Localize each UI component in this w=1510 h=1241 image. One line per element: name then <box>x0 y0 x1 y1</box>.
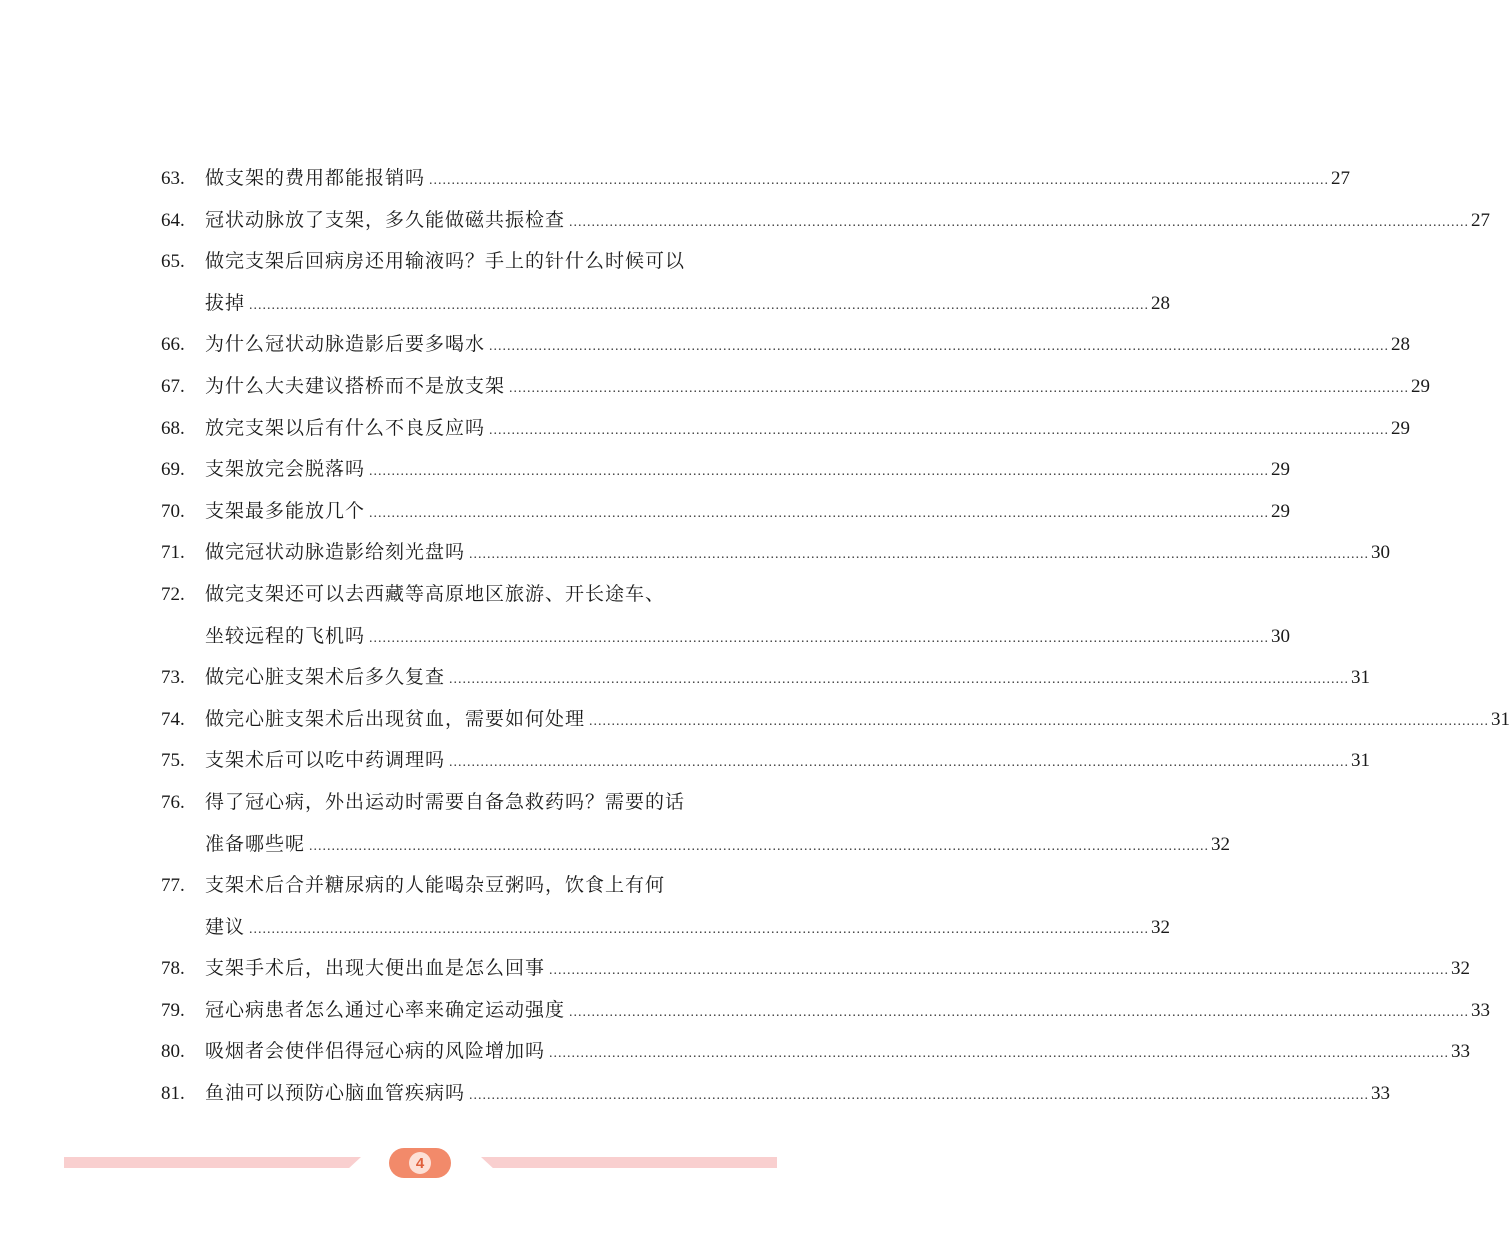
toc-entry[interactable] <box>161 158 1351 200</box>
toc-line <box>161 408 1411 450</box>
toc-page-number: 33 <box>1451 1041 1471 1063</box>
toc-entry-number: 67. <box>161 375 185 397</box>
toc-page-number: 29 <box>1271 459 1291 481</box>
toc-entry-number: 73. <box>161 667 185 689</box>
toc-entry-title: 做完心脏支架术后出现贫血，需要如何处理 <box>205 707 586 730</box>
toc-entry-title: 做完支架还可以去西藏等高原地区旅游、开长途车、 <box>205 582 666 605</box>
toc-entry-title: 拔掉 <box>205 291 246 314</box>
toc-page-number: 31 <box>1351 750 1371 772</box>
toc-line <box>161 241 741 283</box>
toc-entry-number: 76. <box>161 791 185 813</box>
toc-page-number: 29 <box>1391 417 1411 439</box>
toc-leader-dots: ........................................................................................................................................................................................................ <box>569 214 1470 230</box>
toc-page-number: 33 <box>1371 1083 1391 1105</box>
toc-line <box>161 491 1291 533</box>
toc-line <box>161 449 1291 491</box>
toc-page-number: 28 <box>1391 334 1411 356</box>
toc-entry[interactable] <box>161 366 1431 408</box>
toc-leader-dots: ........................................................................................................................................................................................................ <box>469 1088 1370 1104</box>
toc-page-number: 27 <box>1471 209 1491 231</box>
toc-line <box>161 948 1471 990</box>
toc-entry-title: 冠状动脉放了支架，多久能做磁共振检查 <box>205 208 566 231</box>
toc-leader-dots: ........................................................................................................................................................................................................ <box>549 1046 1450 1062</box>
toc-entry-title: 建议 <box>205 915 246 938</box>
toc-entry-number: 70. <box>161 500 185 522</box>
toc-line <box>161 1031 1471 1073</box>
toc-entry[interactable] <box>161 1073 1391 1115</box>
toc-entry-title: 为什么冠状动脉造影后要多喝水 <box>205 333 486 356</box>
toc-line <box>161 616 1291 658</box>
toc-page-number: 27 <box>1331 168 1351 189</box>
toc-line <box>161 366 1431 408</box>
toc-entry-number: 64. <box>161 209 185 231</box>
toc-page-number: 33 <box>1471 999 1491 1021</box>
toc-entry[interactable] <box>161 324 1411 366</box>
toc-entry[interactable] <box>161 865 1171 948</box>
toc-entry-number: 79. <box>161 999 185 1021</box>
toc-page-number: 30 <box>1271 625 1291 647</box>
toc-leader-dots: ........................................................................................................................................................................................................ <box>449 672 1350 688</box>
toc-entry-number: 72. <box>161 583 185 605</box>
toc-leader-dots: ........................................................................................................................................................................................................ <box>249 921 1150 937</box>
toc-entry-title: 得了冠心病，外出运动时需要自备急救药吗？需要的话 <box>205 790 686 813</box>
toc-leader-dots: ........................................................................................................................................................................................................ <box>489 339 1390 355</box>
toc-page-number: 28 <box>1151 292 1171 314</box>
toc-entry-number: 71. <box>161 542 185 564</box>
toc-entry[interactable] <box>161 782 1231 865</box>
toc-leader-dots: ........................................................................................................................................................................................................ <box>469 547 1370 563</box>
toc-entry-number: 63. <box>161 168 185 189</box>
toc-entry[interactable] <box>161 948 1471 990</box>
toc-line <box>161 865 741 907</box>
toc-line <box>161 200 1491 242</box>
toc-entry-title: 鱼油可以预防心脑血管疾病吗 <box>205 1082 466 1105</box>
toc-entry-number: 65. <box>161 251 185 273</box>
toc-entry-number: 81. <box>161 1083 185 1105</box>
toc-entry-number: 75. <box>161 750 185 772</box>
toc-entry[interactable] <box>161 491 1291 533</box>
toc-line <box>161 907 1171 949</box>
toc-entry-title: 吸烟者会使伴侣得冠心病的风险增加吗 <box>205 1040 546 1063</box>
toc-leader-dots: ........................................................................................................................................................................................................ <box>249 297 1150 313</box>
toc-line <box>161 324 1411 366</box>
toc-entry[interactable] <box>161 657 1371 699</box>
toc-line <box>161 657 1371 699</box>
toc-line <box>161 824 1231 866</box>
toc-page-number: 30 <box>1371 542 1391 564</box>
toc-page-number: 32 <box>1211 833 1231 855</box>
toc-entry-title: 坐较远程的飞机吗 <box>205 624 366 647</box>
table-of-contents <box>161 158 1510 1115</box>
toc-entry-title: 支架术后可以吃中药调理吗 <box>205 749 446 772</box>
toc-page-number: 29 <box>1411 375 1431 397</box>
toc-entry[interactable] <box>161 1031 1471 1073</box>
toc-leader-dots: ........................................................................................................................................................................................................ <box>589 713 1490 729</box>
toc-entry-title: 支架放完会脱落吗 <box>205 458 366 481</box>
toc-entry-title: 为什么大夫建议搭桥而不是放支架 <box>205 374 506 397</box>
toc-entry[interactable] <box>161 449 1291 491</box>
toc-entry-number: 74. <box>161 708 185 730</box>
toc-leader-dots: ........................................................................................................................................................................................................ <box>569 1004 1470 1020</box>
toc-entry-number: 66. <box>161 334 185 356</box>
footer-bar-right <box>481 1157 777 1168</box>
toc-entry-title: 放完支架以后有什么不良反应吗 <box>205 416 486 439</box>
toc-entry-number: 68. <box>161 417 185 439</box>
toc-leader-dots: ........................................................................................................................................................................................................ <box>369 505 1270 521</box>
toc-page-number: 31 <box>1491 708 1510 730</box>
toc-entry-number: 69. <box>161 459 185 481</box>
toc-line <box>161 574 741 616</box>
toc-leader-dots: ........................................................................................................................................................................................................ <box>429 173 1330 188</box>
toc-entry[interactable] <box>161 532 1391 574</box>
toc-line <box>161 990 1491 1032</box>
toc-leader-dots: ........................................................................................................................................................................................................ <box>489 422 1390 438</box>
toc-entry-title: 做完支架后回病房还用输液吗？手上的针什么时候可以 <box>205 250 686 273</box>
toc-entry[interactable] <box>161 241 1171 324</box>
page-number: 4 <box>409 1152 431 1174</box>
toc-entry-title: 准备哪些呢 <box>205 832 306 855</box>
toc-entry-number: 80. <box>161 1041 185 1063</box>
toc-leader-dots: ........................................................................................................................................................................................................ <box>369 464 1270 480</box>
toc-line <box>161 158 1351 200</box>
toc-leader-dots: ........................................................................................................................................................................................................ <box>449 755 1350 771</box>
toc-entry[interactable] <box>161 699 1510 741</box>
toc-line <box>161 283 1171 325</box>
toc-entry-title: 做完冠状动脉造影给刻光盘吗 <box>205 541 466 564</box>
toc-entry[interactable] <box>161 408 1411 450</box>
toc-line <box>161 740 1371 782</box>
toc-line <box>161 532 1391 574</box>
toc-entry-title: 支架最多能放几个 <box>205 499 366 522</box>
toc-entry-number: 78. <box>161 958 185 980</box>
toc-entry[interactable] <box>161 990 1491 1032</box>
toc-entry-title: 做支架的费用都能报销吗 <box>205 167 426 189</box>
toc-leader-dots: ........................................................................................................................................................................................................ <box>509 380 1410 396</box>
toc-leader-dots: ........................................................................................................................................................................................................ <box>549 963 1450 979</box>
toc-page-number: 32 <box>1451 958 1471 980</box>
toc-leader-dots: ........................................................................................................................................................................................................ <box>369 630 1270 646</box>
toc-line <box>161 1073 1391 1115</box>
toc-page-number: 29 <box>1271 500 1291 522</box>
toc-entry-number: 77. <box>161 875 185 897</box>
toc-line <box>161 699 1510 741</box>
toc-entry-title: 支架术后合并糖尿病的人能喝杂豆粥吗，饮食上有何 <box>205 874 666 897</box>
page-number-badge <box>389 1148 451 1178</box>
toc-page-number: 31 <box>1351 667 1371 689</box>
toc-leader-dots: ........................................................................................................................................................................................................ <box>309 838 1210 854</box>
toc-entry-title: 支架手术后，出现大便出血是怎么回事 <box>205 957 546 980</box>
toc-entry-title: 冠心病患者怎么通过心率来确定运动强度 <box>205 998 566 1021</box>
toc-entry[interactable] <box>161 200 1491 242</box>
footer-bar-left <box>64 1157 361 1168</box>
toc-entry[interactable] <box>161 740 1371 782</box>
page-footer <box>0 1148 857 1180</box>
toc-line <box>161 782 741 824</box>
toc-entry[interactable] <box>161 574 1291 657</box>
toc-entry-title: 做完心脏支架术后多久复查 <box>205 666 446 689</box>
toc-page-number: 32 <box>1151 916 1171 938</box>
